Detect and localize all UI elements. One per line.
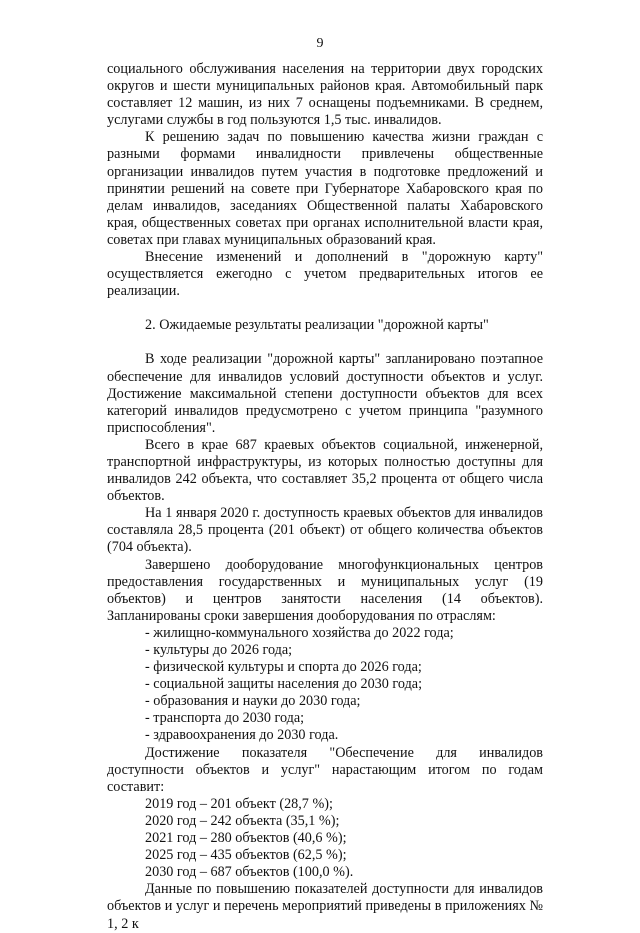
paragraph-roadmap-updates: Внесение изменений и дополнений в "дорожную карту" осуществляется ежегодно с учетом предварительных итогов ее реализации. <box>107 249 543 300</box>
yearly-targets-list <box>107 796 543 881</box>
document-body <box>107 61 543 933</box>
section-spacer <box>107 334 543 351</box>
list-item: 2020 год – 242 объекта (35,1 %); <box>145 812 340 829</box>
paragraph-completed-equipment: Завершено дооборудование многофункциональных центров предоставления государственных и муниципальных услуг (19 объектов) и центров занятости населения (14 объектов). Запланированы сроки завершения дооборудования по отраслям: <box>107 556 543 624</box>
section-heading: 2. Ожидаемые результаты реализации "дорожной карты" <box>145 317 489 334</box>
list-item: 2030 год – 687 объектов (100,0 %). <box>145 864 354 881</box>
sector-list <box>107 625 543 745</box>
list-item: - здравоохранения до 2030 года. <box>145 727 339 744</box>
list-item: - транспорта до 2030 года; <box>145 710 305 727</box>
paragraph-indicator: Достижение показателя "Обеспечение для инвалидов доступности объектов и услуг" нарастающим итогом по годам составит: <box>107 744 543 795</box>
paragraph-continuation: социального обслуживания населения на территории двух городских округов и шести муниципальных районов края. Автомобильный парк составляет 12 машин, из них 7 оснащены подъемниками. В среднем, услугами службы в год пользуются 1,5 тыс. инвалидов. <box>107 61 543 129</box>
paragraph-public-organizations: К решению задач по повышению качества жизни граждан с разными формами инвалидности привлечены общественные организации инвалидов путем участия в подготовке предложений и принятии решений на совете при Губернаторе Хабаровского края по делам инвалидов, заседаниях Общественной палаты Хабаровского края, общественных советах при органах исполнительной власти края, советах при главах муниципальных образований края. <box>107 129 543 248</box>
list-item: - культуры до 2026 года; <box>145 642 293 658</box>
paragraph-appendices: Данные по повышению показателей доступности для инвалидов объектов и услуг и перечень мероприятий приведены в приложениях № 1, 2 к <box>107 881 543 932</box>
paragraph-accessibility-2020: На 1 января 2020 г. доступность краевых объектов для инвалидов составляла 28,5 процента (201 объект) от общего количества объектов (704 объекта). <box>107 505 543 556</box>
list-item: - социальной защиты населения до 2030 года; <box>145 676 423 693</box>
list-item: - жилищно-коммунального хозяйства до 2022 года; <box>145 624 454 641</box>
list-item: 2019 год – 201 объект (28,7 %); <box>145 795 333 812</box>
list-item: 2021 год – 280 объектов (40,6 %); <box>145 830 347 847</box>
page-number: 9 <box>316 36 324 51</box>
list-item: - физической культуры и спорта до 2026 года; <box>145 659 422 676</box>
list-item: 2025 год – 435 объектов (62,5 %); <box>145 847 347 864</box>
paragraph-roadmap-implementation: В ходе реализации "дорожной карты" запланировано поэтапное обеспечение для инвалидов условий доступности объектов и услуг. Достижение максимальной степени доступности объектов для всех категорий инвалидов предусмотрено с учетом принципа "разумного приспособления". <box>107 351 543 436</box>
paragraph-total-objects: Всего в крае 687 краевых объектов социальной, инженерной, транспортной инфраструктуры, из которых полностью доступны для инвалидов 242 объекта, что составляет 35,2 процента от общего числа объектов. <box>107 436 543 505</box>
list-item: - образования и науки до 2030 года; <box>145 693 361 710</box>
